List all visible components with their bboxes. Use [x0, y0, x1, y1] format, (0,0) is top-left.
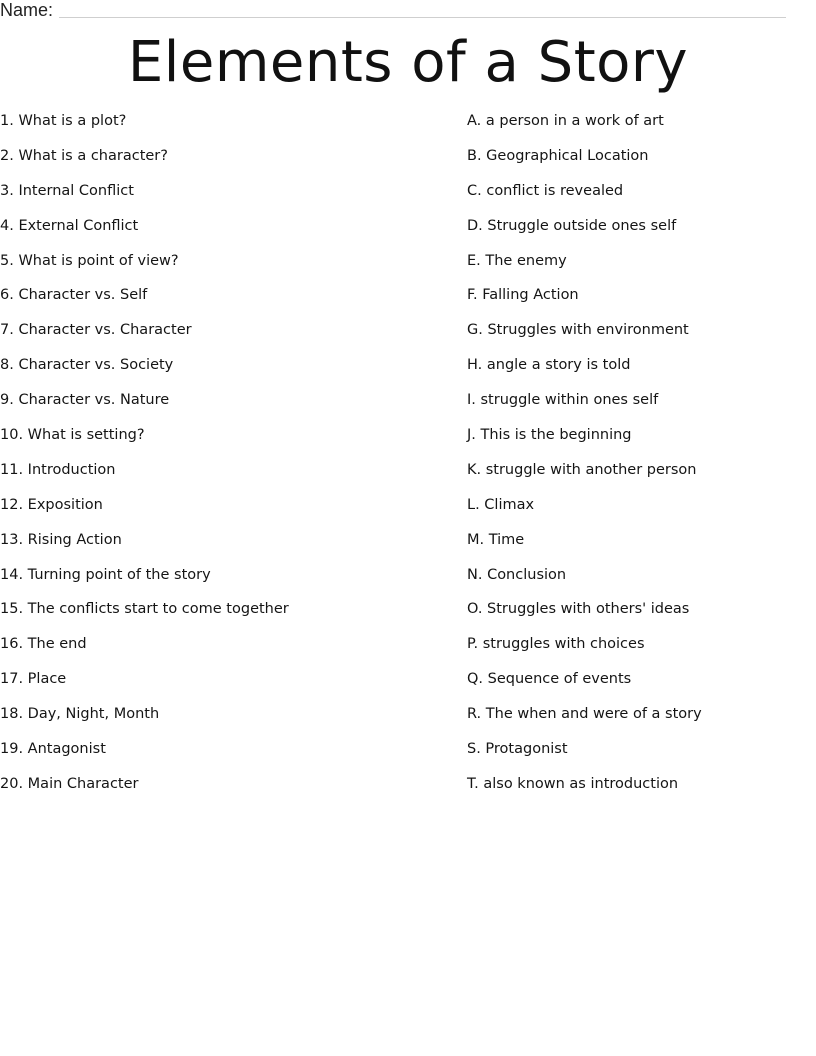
term-item: 3. Internal Conflict: [0, 182, 134, 199]
definition-item: Q. Sequence of events: [467, 671, 632, 688]
name-underline[interactable]: [59, 16, 786, 18]
term-item: 10. What is setting?: [0, 427, 145, 444]
definition-item: E. The enemy: [467, 252, 567, 269]
term-item: 13. Rising Action: [0, 531, 122, 548]
term-item: 16. The end: [0, 636, 87, 653]
term-item: 8. Character vs. Society: [0, 357, 174, 374]
definition-item: L. Climax: [467, 496, 535, 513]
term-item: 17. Place: [0, 671, 67, 688]
definition-item: N. Conclusion: [467, 566, 567, 583]
definition-item: G. Struggles with environment: [467, 322, 689, 339]
definition-item: I. struggle within ones self: [467, 392, 659, 409]
terms-list: [0, 111, 450, 809]
definition-item: B. Geographical Location: [467, 147, 649, 164]
term-item: 1. What is a plot?: [0, 113, 127, 129]
term-item: 5. What is point of view?: [0, 252, 179, 269]
definition-item: K. struggle with another person: [467, 461, 697, 478]
term-item: 14. Turning point of the story: [0, 566, 211, 583]
term-item: 9. Character vs. Nature: [0, 392, 170, 409]
page-title: Elements of a Story: [127, 30, 689, 95]
term-item: 18. Day, Night, Month: [0, 706, 160, 723]
term-item: 2. What is a character?: [0, 147, 168, 164]
definition-item: M. Time: [467, 531, 525, 548]
term-item: 6. Character vs. Self: [0, 287, 148, 304]
term-item: 11. Introduction: [0, 461, 116, 478]
definition-item: D. Struggle outside ones self: [467, 217, 677, 234]
term-item: 4. External Conflict: [0, 217, 139, 234]
term-item: 15. The conflicts start to come together: [0, 601, 289, 618]
definition-item: A. a person in a work of art: [467, 113, 664, 129]
term-item: 7. Character vs. Character: [0, 322, 192, 339]
definition-item: J. This is the beginning: [467, 427, 632, 444]
definition-item: C. conflict is revealed: [467, 182, 624, 199]
term-item: 20. Main Character: [0, 775, 139, 792]
definition-item: H. angle a story is told: [467, 357, 631, 374]
definition-item: O. Struggles with others' ideas: [467, 601, 690, 618]
definition-item: P. struggles with choices: [467, 636, 645, 653]
name-label: Name:: [0, 0, 54, 20]
definition-item: R. The when and were of a story: [467, 706, 702, 723]
definition-item: T. also known as introduction: [467, 775, 679, 792]
name-field[interactable]: [0, 0, 786, 20]
term-item: 12. Exposition: [0, 496, 103, 513]
term-item: 19. Antagonist: [0, 741, 106, 758]
definition-item: S. Protagonist: [467, 741, 568, 758]
definition-item: F. Falling Action: [467, 287, 579, 304]
definitions-list: [467, 111, 816, 809]
